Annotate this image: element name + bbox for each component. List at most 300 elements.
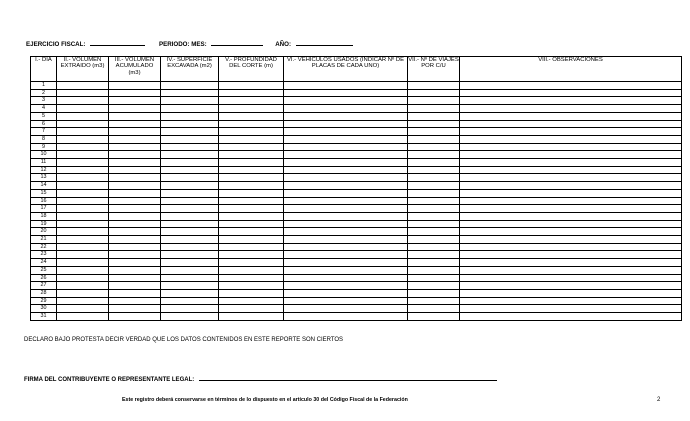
entry-cell[interactable] xyxy=(161,159,219,167)
day-number: 17 xyxy=(31,205,57,213)
day-number: 10 xyxy=(31,151,57,159)
entry-cell[interactable] xyxy=(161,128,219,136)
day-number: 12 xyxy=(31,166,57,174)
entry-cell[interactable] xyxy=(219,289,284,297)
periodo-mes-label: PERIODO: MES: xyxy=(158,41,207,48)
day-number: 18 xyxy=(31,212,57,220)
entry-cell[interactable] xyxy=(408,305,460,313)
entry-cell[interactable] xyxy=(284,289,408,297)
day-number: 16 xyxy=(31,197,57,205)
table-row xyxy=(31,282,682,290)
entry-cell[interactable] xyxy=(219,297,284,305)
table-row xyxy=(31,89,682,97)
entry-cell[interactable] xyxy=(460,182,682,190)
table-body xyxy=(31,82,682,321)
entry-cell[interactable] xyxy=(284,120,408,128)
day-number: 7 xyxy=(31,128,57,136)
entry-cell[interactable] xyxy=(57,197,109,205)
entry-cell[interactable] xyxy=(109,189,161,197)
day-number: 30 xyxy=(31,305,57,313)
entry-cell[interactable] xyxy=(460,143,682,151)
entry-cell[interactable] xyxy=(109,97,161,105)
entry-cell[interactable] xyxy=(57,205,109,213)
entry-cell[interactable] xyxy=(109,89,161,97)
table-header-row xyxy=(31,57,682,82)
ejercicio-fiscal-label: EJERCICIO FISCAL: xyxy=(26,41,86,48)
entry-cell[interactable] xyxy=(219,105,284,113)
entry-cell[interactable] xyxy=(408,212,460,220)
entry-cell[interactable] xyxy=(161,197,219,205)
entry-cell[interactable] xyxy=(219,135,284,143)
column-header: VIII.- OBSERVACIONES xyxy=(460,57,682,82)
entry-cell[interactable] xyxy=(219,259,284,267)
entry-cell[interactable] xyxy=(161,289,219,297)
table-row xyxy=(31,112,682,120)
entry-cell[interactable] xyxy=(284,128,408,136)
entry-cell[interactable] xyxy=(408,128,460,136)
entry-cell[interactable] xyxy=(161,112,219,120)
entry-cell[interactable] xyxy=(161,305,219,313)
entry-cell[interactable] xyxy=(109,289,161,297)
entry-cell[interactable] xyxy=(284,297,408,305)
entry-cell[interactable] xyxy=(408,251,460,259)
entry-cell[interactable] xyxy=(161,151,219,159)
day-number: 29 xyxy=(31,297,57,305)
entry-cell[interactable] xyxy=(408,135,460,143)
entry-cell[interactable] xyxy=(57,220,109,228)
entry-cell[interactable] xyxy=(219,89,284,97)
column-header: I.- DIA xyxy=(31,57,57,82)
entry-cell[interactable] xyxy=(57,182,109,190)
entry-cell[interactable] xyxy=(408,297,460,305)
column-header: VI.- VEHICULOS USADOS (INDICAR Nº DE PLACAS DE CADA UNO) xyxy=(284,57,408,82)
signature-label: FIRMA DEL CONTRIBUYENTE O REPRESENTANTE LEGAL: xyxy=(24,377,195,383)
entry-cell[interactable] xyxy=(284,97,408,105)
entry-cell[interactable] xyxy=(460,282,682,290)
table-row xyxy=(31,212,682,220)
table-row xyxy=(31,305,682,313)
column-header: II.- VOLUMEN EXTRAIDO (m3) xyxy=(57,57,109,82)
entry-cell[interactable] xyxy=(284,105,408,113)
entry-cell[interactable] xyxy=(57,297,109,305)
table-row xyxy=(31,105,682,113)
table-row xyxy=(31,251,682,259)
entry-cell[interactable] xyxy=(408,197,460,205)
entry-cell[interactable] xyxy=(284,143,408,151)
entry-cell[interactable] xyxy=(161,105,219,113)
entry-cell[interactable] xyxy=(57,212,109,220)
entry-cell[interactable] xyxy=(460,259,682,267)
signature-field[interactable] xyxy=(199,375,497,381)
entry-cell[interactable] xyxy=(219,205,284,213)
day-number: 5 xyxy=(31,112,57,120)
table-row xyxy=(31,151,682,159)
day-number: 19 xyxy=(31,220,57,228)
entry-cell[interactable] xyxy=(161,205,219,213)
page-number: 2 xyxy=(657,397,661,403)
day-number: 3 xyxy=(31,97,57,105)
entry-cell[interactable] xyxy=(408,120,460,128)
entry-cell[interactable] xyxy=(161,228,219,236)
entry-cell[interactable] xyxy=(109,120,161,128)
entry-cell[interactable] xyxy=(57,266,109,274)
entry-cell[interactable] xyxy=(161,266,219,274)
table-row xyxy=(31,166,682,174)
table-row xyxy=(31,243,682,251)
entry-cell[interactable] xyxy=(57,112,109,120)
table-row xyxy=(31,220,682,228)
entry-cell[interactable] xyxy=(109,82,161,90)
entry-cell[interactable] xyxy=(219,197,284,205)
entry-cell[interactable] xyxy=(408,289,460,297)
entry-cell[interactable] xyxy=(161,97,219,105)
anio-field[interactable] xyxy=(296,40,353,46)
entry-cell[interactable] xyxy=(284,274,408,282)
table-row xyxy=(31,120,682,128)
entry-cell[interactable] xyxy=(161,166,219,174)
day-number: 15 xyxy=(31,189,57,197)
daily-record-table xyxy=(30,56,682,321)
entry-cell[interactable] xyxy=(408,274,460,282)
entry-cell[interactable] xyxy=(109,212,161,220)
entry-cell[interactable] xyxy=(408,259,460,267)
entry-cell[interactable] xyxy=(284,266,408,274)
table-row xyxy=(31,197,682,205)
entry-cell[interactable] xyxy=(408,112,460,120)
entry-cell[interactable] xyxy=(219,266,284,274)
entry-cell[interactable] xyxy=(284,228,408,236)
entry-cell[interactable] xyxy=(57,236,109,244)
entry-cell[interactable] xyxy=(161,243,219,251)
entry-cell[interactable] xyxy=(460,151,682,159)
entry-cell[interactable] xyxy=(57,89,109,97)
day-number: 8 xyxy=(31,135,57,143)
entry-cell[interactable] xyxy=(284,243,408,251)
entry-cell[interactable] xyxy=(57,159,109,167)
entry-cell[interactable] xyxy=(408,159,460,167)
entry-cell[interactable] xyxy=(161,89,219,97)
table-row xyxy=(31,97,682,105)
entry-cell[interactable] xyxy=(57,82,109,90)
table-row xyxy=(31,205,682,213)
signature-line xyxy=(24,375,497,383)
column-header: V.- PROFUNDIDAD DEL CORTE (m) xyxy=(219,57,284,82)
entry-cell[interactable] xyxy=(284,182,408,190)
entry-cell[interactable] xyxy=(57,305,109,313)
entry-cell[interactable] xyxy=(284,236,408,244)
entry-cell[interactable] xyxy=(284,212,408,220)
entry-cell[interactable] xyxy=(408,205,460,213)
entry-cell[interactable] xyxy=(57,143,109,151)
table-row xyxy=(31,189,682,197)
entry-cell[interactable] xyxy=(109,112,161,120)
table-row xyxy=(31,182,682,190)
entry-cell[interactable] xyxy=(219,220,284,228)
entry-cell[interactable] xyxy=(284,197,408,205)
entry-cell[interactable] xyxy=(408,182,460,190)
entry-cell[interactable] xyxy=(109,128,161,136)
table-row xyxy=(31,289,682,297)
entry-cell[interactable] xyxy=(109,274,161,282)
entry-cell[interactable] xyxy=(460,174,682,182)
entry-cell[interactable] xyxy=(109,220,161,228)
entry-cell[interactable] xyxy=(408,243,460,251)
entry-cell[interactable] xyxy=(460,266,682,274)
day-number: 21 xyxy=(31,236,57,244)
entry-cell[interactable] xyxy=(460,205,682,213)
entry-cell[interactable] xyxy=(57,282,109,290)
day-number: 6 xyxy=(31,120,57,128)
entry-cell[interactable] xyxy=(57,313,109,321)
entry-cell[interactable] xyxy=(284,166,408,174)
entry-cell[interactable] xyxy=(109,166,161,174)
entry-cell[interactable] xyxy=(460,166,682,174)
entry-cell[interactable] xyxy=(219,282,284,290)
table-row xyxy=(31,159,682,167)
anio-label: AÑO: xyxy=(275,41,292,48)
entry-cell[interactable] xyxy=(219,82,284,90)
entry-cell[interactable] xyxy=(219,128,284,136)
entry-cell[interactable] xyxy=(161,259,219,267)
entry-cell[interactable] xyxy=(109,251,161,259)
entry-cell[interactable] xyxy=(109,228,161,236)
entry-cell[interactable] xyxy=(219,166,284,174)
entry-cell[interactable] xyxy=(219,313,284,321)
entry-cell[interactable] xyxy=(57,189,109,197)
entry-cell[interactable] xyxy=(219,151,284,159)
entry-cell[interactable] xyxy=(109,174,161,182)
entry-cell[interactable] xyxy=(109,182,161,190)
entry-cell[interactable] xyxy=(460,120,682,128)
entry-cell[interactable] xyxy=(161,236,219,244)
entry-cell[interactable] xyxy=(57,120,109,128)
entry-cell[interactable] xyxy=(161,189,219,197)
entry-cell[interactable] xyxy=(161,212,219,220)
day-number: 23 xyxy=(31,251,57,259)
day-number: 24 xyxy=(31,259,57,267)
entry-cell[interactable] xyxy=(219,159,284,167)
entry-cell[interactable] xyxy=(408,266,460,274)
entry-cell[interactable] xyxy=(284,151,408,159)
entry-cell[interactable] xyxy=(460,135,682,143)
entry-cell[interactable] xyxy=(284,205,408,213)
entry-cell[interactable] xyxy=(109,159,161,167)
table-row xyxy=(31,128,682,136)
day-number: 11 xyxy=(31,159,57,167)
entry-cell[interactable] xyxy=(460,128,682,136)
entry-cell[interactable] xyxy=(161,297,219,305)
entry-cell[interactable] xyxy=(460,305,682,313)
entry-cell[interactable] xyxy=(57,135,109,143)
entry-cell[interactable] xyxy=(460,105,682,113)
day-number: 1 xyxy=(31,82,57,90)
entry-cell[interactable] xyxy=(57,128,109,136)
entry-cell[interactable] xyxy=(109,135,161,143)
entry-cell[interactable] xyxy=(460,159,682,167)
day-number: 31 xyxy=(31,313,57,321)
declaration-text: DECLARO BAJO PROTESTA DECIR VERDAD QUE LOS DATOS CONTENIDOS EN ESTE REPORTE SON CIERTOS xyxy=(24,337,344,343)
day-number: 20 xyxy=(31,228,57,236)
entry-cell[interactable] xyxy=(219,182,284,190)
entry-cell[interactable] xyxy=(408,220,460,228)
entry-cell[interactable] xyxy=(219,305,284,313)
entry-cell[interactable] xyxy=(219,143,284,151)
day-number: 22 xyxy=(31,243,57,251)
day-number: 28 xyxy=(31,289,57,297)
entry-cell[interactable] xyxy=(460,243,682,251)
entry-cell[interactable] xyxy=(219,97,284,105)
entry-cell[interactable] xyxy=(109,105,161,113)
entry-cell[interactable] xyxy=(460,89,682,97)
entry-cell[interactable] xyxy=(161,313,219,321)
entry-cell[interactable] xyxy=(284,305,408,313)
day-number: 2 xyxy=(31,89,57,97)
entry-cell[interactable] xyxy=(460,97,682,105)
entry-cell[interactable] xyxy=(284,82,408,90)
entry-cell[interactable] xyxy=(460,274,682,282)
entry-cell[interactable] xyxy=(460,212,682,220)
entry-cell[interactable] xyxy=(109,282,161,290)
entry-cell[interactable] xyxy=(219,174,284,182)
entry-cell[interactable] xyxy=(408,97,460,105)
table-row xyxy=(31,266,682,274)
entry-cell[interactable] xyxy=(284,259,408,267)
entry-cell[interactable] xyxy=(109,236,161,244)
entry-cell[interactable] xyxy=(460,251,682,259)
entry-cell[interactable] xyxy=(161,120,219,128)
entry-cell[interactable] xyxy=(109,313,161,321)
entry-cell[interactable] xyxy=(460,197,682,205)
entry-cell[interactable] xyxy=(284,89,408,97)
entry-cell[interactable] xyxy=(109,151,161,159)
day-number: 9 xyxy=(31,143,57,151)
entry-cell[interactable] xyxy=(161,182,219,190)
entry-cell[interactable] xyxy=(57,97,109,105)
entry-cell[interactable] xyxy=(284,251,408,259)
entry-cell[interactable] xyxy=(109,143,161,151)
table-row xyxy=(31,228,682,236)
entry-cell[interactable] xyxy=(408,174,460,182)
entry-cell[interactable] xyxy=(57,251,109,259)
entry-cell[interactable] xyxy=(57,289,109,297)
entry-cell[interactable] xyxy=(161,251,219,259)
entry-cell[interactable] xyxy=(408,236,460,244)
entry-cell[interactable] xyxy=(109,305,161,313)
entry-cell[interactable] xyxy=(57,274,109,282)
entry-cell[interactable] xyxy=(408,228,460,236)
entry-cell[interactable] xyxy=(460,289,682,297)
table-row xyxy=(31,274,682,282)
day-number: 26 xyxy=(31,274,57,282)
entry-cell[interactable] xyxy=(57,151,109,159)
entry-cell[interactable] xyxy=(219,236,284,244)
header-fields xyxy=(26,40,353,48)
entry-cell[interactable] xyxy=(109,297,161,305)
entry-cell[interactable] xyxy=(460,220,682,228)
entry-cell[interactable] xyxy=(109,259,161,267)
entry-cell[interactable] xyxy=(408,313,460,321)
entry-cell[interactable] xyxy=(57,105,109,113)
entry-cell[interactable] xyxy=(460,112,682,120)
column-header: IV.- SUPERFICIE EXCAVADA (m2) xyxy=(161,57,219,82)
day-number: 27 xyxy=(31,282,57,290)
table-row xyxy=(31,259,682,267)
entry-cell[interactable] xyxy=(161,174,219,182)
entry-cell[interactable] xyxy=(57,243,109,251)
entry-cell[interactable] xyxy=(161,135,219,143)
entry-cell[interactable] xyxy=(460,82,682,90)
entry-cell[interactable] xyxy=(408,151,460,159)
entry-cell[interactable] xyxy=(161,220,219,228)
entry-cell[interactable] xyxy=(219,120,284,128)
entry-cell[interactable] xyxy=(57,228,109,236)
entry-cell[interactable] xyxy=(57,259,109,267)
entry-cell[interactable] xyxy=(161,82,219,90)
entry-cell[interactable] xyxy=(284,112,408,120)
entry-cell[interactable] xyxy=(57,166,109,174)
entry-cell[interactable] xyxy=(219,243,284,251)
periodo-mes-field[interactable] xyxy=(211,40,263,46)
entry-cell[interactable] xyxy=(219,189,284,197)
entry-cell[interactable] xyxy=(408,189,460,197)
table-row xyxy=(31,143,682,151)
entry-cell[interactable] xyxy=(408,82,460,90)
entry-cell[interactable] xyxy=(408,166,460,174)
entry-cell[interactable] xyxy=(161,282,219,290)
table-row xyxy=(31,82,682,90)
entry-cell[interactable] xyxy=(109,197,161,205)
column-header: VII.- Nº DE VIAJES POR C/U xyxy=(408,57,460,82)
entry-cell[interactable] xyxy=(284,135,408,143)
entry-cell[interactable] xyxy=(408,282,460,290)
entry-cell[interactable] xyxy=(460,313,682,321)
entry-cell[interactable] xyxy=(161,143,219,151)
entry-cell[interactable] xyxy=(408,105,460,113)
day-number: 25 xyxy=(31,266,57,274)
table-row xyxy=(31,236,682,244)
entry-cell[interactable] xyxy=(57,174,109,182)
entry-cell[interactable] xyxy=(219,212,284,220)
entry-cell[interactable] xyxy=(284,282,408,290)
day-number: 14 xyxy=(31,182,57,190)
table-row xyxy=(31,313,682,321)
entry-cell[interactable] xyxy=(219,274,284,282)
entry-cell[interactable] xyxy=(109,205,161,213)
entry-cell[interactable] xyxy=(460,189,682,197)
entry-cell[interactable] xyxy=(284,220,408,228)
table-row xyxy=(31,135,682,143)
column-header: III.- VOLUMEN ACUMULADO (m3) xyxy=(109,57,161,82)
entry-cell[interactable] xyxy=(408,143,460,151)
entry-cell[interactable] xyxy=(284,174,408,182)
entry-cell[interactable] xyxy=(460,236,682,244)
entry-cell[interactable] xyxy=(460,228,682,236)
entry-cell[interactable] xyxy=(219,228,284,236)
entry-cell[interactable] xyxy=(284,159,408,167)
entry-cell[interactable] xyxy=(109,266,161,274)
ejercicio-fiscal-field[interactable] xyxy=(90,40,145,46)
entry-cell[interactable] xyxy=(284,189,408,197)
entry-cell[interactable] xyxy=(161,274,219,282)
entry-cell[interactable] xyxy=(219,112,284,120)
day-number: 13 xyxy=(31,174,57,182)
entry-cell[interactable] xyxy=(109,243,161,251)
table-row xyxy=(31,174,682,182)
entry-cell[interactable] xyxy=(460,297,682,305)
entry-cell[interactable] xyxy=(219,251,284,259)
entry-cell[interactable] xyxy=(408,89,460,97)
entry-cell[interactable] xyxy=(284,313,408,321)
